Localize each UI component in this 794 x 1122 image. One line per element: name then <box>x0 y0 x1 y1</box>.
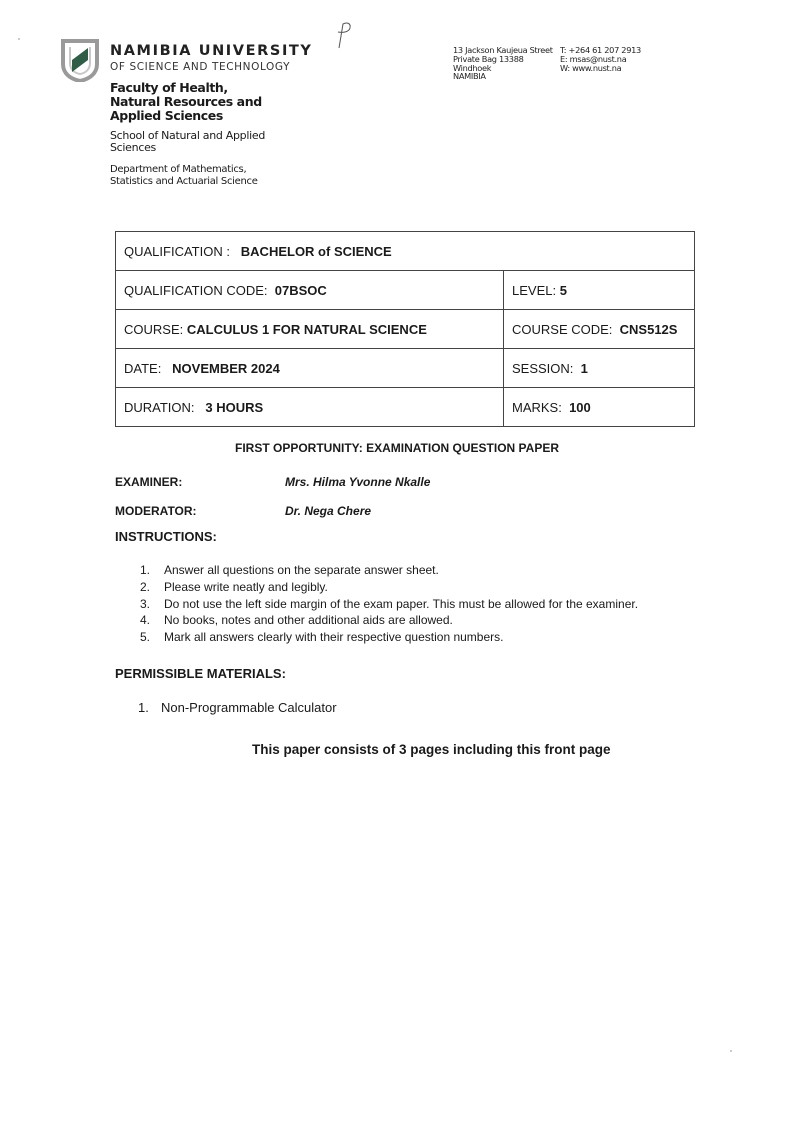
duration-value: 3 HOURS <box>205 399 264 415</box>
marks-value: 100 <box>569 399 591 415</box>
qualification-code-value: 07BSOC <box>274 282 327 298</box>
level-cell <box>504 271 695 310</box>
scan-speck <box>18 38 20 40</box>
date-value: NOVEMBER 2024 <box>172 360 280 376</box>
item-text: Non-Programmable Calculator <box>161 700 337 715</box>
university-subtitle: OF SCIENCE AND TECHNOLOGY <box>110 61 291 73</box>
item-number: 2. <box>140 579 151 594</box>
course-cell <box>116 310 504 349</box>
qualification-value: BACHELOR of SCIENCE <box>240 243 392 259</box>
page-count-note: This paper consists of 3 pages including this front page <box>252 742 611 757</box>
department-name: Department of Mathematics, Statistics and Actuarial Science <box>110 164 258 187</box>
permissible-materials-heading: PERMISSIBLE MATERIALS: <box>115 666 286 681</box>
address-line: Private Bag 13388 <box>453 53 524 64</box>
table-row <box>116 310 695 349</box>
item-text: Please write neatly and legibly. <box>164 579 328 594</box>
course-value: CALCULUS 1 FOR NATURAL SCIENCE <box>186 321 427 337</box>
contact-phone: T: +264 61 207 2913 <box>560 45 641 55</box>
contact-email: E: msas@nust.na <box>560 53 627 64</box>
level-label: LEVEL: <box>512 282 557 298</box>
item-number: 1. <box>140 563 151 577</box>
item-text: Do not use the left side margin of the exam paper. This must be allowed for the examiner. <box>164 596 639 611</box>
qualification-label: QUALIFICATION : <box>124 243 230 259</box>
examiner-value: Mrs. Hilma Yvonne Nkalle <box>285 475 431 489</box>
address-line: Windhoek <box>453 62 492 73</box>
item-number: 5. <box>140 630 151 645</box>
contact-block <box>560 46 641 72</box>
date-label: DATE: <box>124 360 162 376</box>
table-row <box>116 349 695 388</box>
handwritten-mark-icon <box>333 20 355 50</box>
item-number: 3. <box>140 596 151 611</box>
address-line: NAMIBIA <box>453 71 486 82</box>
moderator-value: Dr. Nega Chere <box>285 504 372 518</box>
faculty-name: Faculty of Health, Natural Resources and Applied Sciences <box>110 80 262 123</box>
session-label: SESSION: <box>512 360 574 376</box>
item-text: No books, notes and other additional aids are allowed. <box>164 613 453 628</box>
session-cell <box>504 349 695 388</box>
qualification-code-label: QUALIFICATION CODE: <box>124 282 268 298</box>
item-number: 1. <box>138 700 149 715</box>
scan-speck <box>730 1050 732 1052</box>
marks-cell <box>504 388 695 427</box>
examiner-label: EXAMINER: <box>115 475 183 489</box>
course-code-label: COURSE CODE: <box>512 321 613 337</box>
duration-cell <box>116 388 504 427</box>
marks-label: MARKS: <box>512 399 562 415</box>
list-item <box>140 579 638 596</box>
exam-info-table <box>115 231 695 427</box>
item-text: Mark all answers clearly with their respective question numbers. <box>164 630 504 645</box>
instructions-list <box>140 562 638 646</box>
qualification-cell <box>116 232 695 271</box>
duration-label: DURATION: <box>124 399 195 415</box>
school-name: School of Natural and Applied Sciences <box>110 129 266 154</box>
university-logo-icon <box>60 38 100 82</box>
item-text: Answer all questions on the separate answer sheet. <box>164 563 439 577</box>
university-name: NAMIBIA UNIVERSITY <box>110 43 313 59</box>
qualification-code-cell <box>116 271 504 310</box>
contact-website: W: www.nust.na <box>560 62 622 73</box>
list-item <box>140 612 638 629</box>
list-item <box>140 629 638 646</box>
table-row <box>116 271 695 310</box>
course-code-value: CNS512S <box>619 321 678 337</box>
list-item <box>140 562 638 579</box>
instructions-heading: INSTRUCTIONS: <box>115 529 217 544</box>
session-value: 1 <box>580 360 588 376</box>
item-number: 4. <box>140 613 151 628</box>
table-row <box>116 388 695 427</box>
address-line: 13 Jackson Kaujeua Street <box>453 45 553 55</box>
paper-title: FIRST OPPORTUNITY: EXAMINATION QUESTION PAPER <box>234 441 559 455</box>
moderator-label: MODERATOR: <box>115 504 197 518</box>
level-value: 5 <box>559 282 567 298</box>
list-item <box>138 700 337 715</box>
address-block <box>453 46 553 81</box>
course-code-cell <box>504 310 695 349</box>
date-cell <box>116 349 504 388</box>
course-label: COURSE: <box>124 321 184 337</box>
list-item <box>140 596 638 613</box>
table-row <box>116 232 695 271</box>
